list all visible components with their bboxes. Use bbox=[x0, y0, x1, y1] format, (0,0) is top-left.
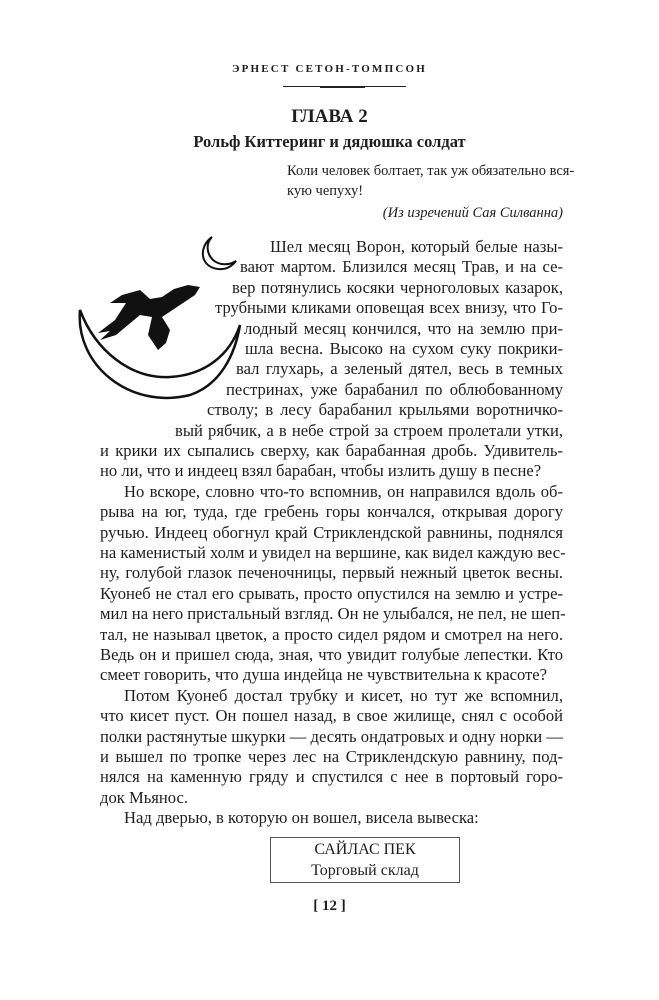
paragraph-line: и вышел по тропке через лес на Стриклендскую равнину, под- bbox=[100, 747, 563, 766]
sign-subtitle: Торговый склад bbox=[311, 862, 419, 879]
epigraph-source: (Из изречений Сая Силванна) bbox=[382, 205, 563, 221]
paragraph-line: вый рябчик, а в небе строй за строем пролетали утки, bbox=[175, 421, 563, 440]
paragraph-line: вал глухарь, а зеленый дятел, весь в темных bbox=[236, 359, 563, 378]
paragraph-line: смеет говорить, что душа индейца не чувствительна к красоте? bbox=[100, 665, 548, 684]
paragraph-line: Но вскоре, словно что-то вспомнив, он направился вдоль об- bbox=[124, 482, 563, 501]
running-head: ЭРНЕСТ СЕТОН-ТОМПСОН bbox=[231, 63, 428, 75]
paragraph-line: и крики их сыпались сверху, как барабанная дробь. Удивитель- bbox=[100, 441, 563, 460]
header-rule-accent bbox=[320, 86, 365, 88]
paragraph-line: Потом Куонеб достал трубку и кисет, но тут же вспомнил, bbox=[124, 686, 563, 705]
paragraph-line: вают мартом. Близился месяц Трав, и на се- bbox=[240, 257, 563, 276]
chapter-number: ГЛАВА 2 bbox=[291, 106, 368, 127]
paragraph-line: ну, голубой глазок печеночницы, первый нежный цветок весны. bbox=[100, 563, 563, 582]
epigraph-line: Коли человек болтает, так уж обязательно вся- bbox=[287, 163, 575, 179]
paragraph-line: пестринах, уже барабанил по облюбованному bbox=[226, 380, 563, 399]
paragraph-line: стволу; в лесу барабанил крыльями воротничко- bbox=[207, 400, 563, 419]
paragraph-line: ручью. Индеец обогнул край Стриклендской равнины, поднялся bbox=[100, 523, 563, 542]
sign-name: САЙЛАС ПЕК bbox=[314, 841, 416, 858]
paragraph-line: лодный месяц кончился, что на землю при- bbox=[244, 319, 563, 338]
paragraph-line: Шел месяц Ворон, который белые назы- bbox=[270, 237, 563, 256]
paragraph-line: трубными кликами оповещая всех внизу, что Го- bbox=[215, 298, 563, 317]
epigraph-line: кую чепуху! bbox=[287, 183, 364, 199]
paragraph-line: шла весна. Высоко на сухом суку покрики- bbox=[245, 339, 563, 358]
paragraph-line: на каменистый холм и увидел на вершине, как видел каждую вес- bbox=[100, 543, 566, 562]
paragraph-line: нялся на каменную гряду и спустился с нее в портовый горо- bbox=[100, 767, 563, 786]
page-number: [ 12 ] bbox=[313, 898, 346, 914]
paragraph-line: док Мьянос. bbox=[100, 788, 189, 807]
paragraph-line: Ведь он и пришел сюда, зная, что увидит голубые лепестки. Кто bbox=[100, 645, 563, 664]
chapter-title: Рольф Киттеринг и дядюшка солдат bbox=[193, 132, 466, 151]
paragraph-line: что кисет пуст. Он пошел назад, в свое жилище, снял с особой bbox=[100, 706, 563, 725]
paragraph-line: рыва на юг, туда, где гребень горы кончался, открывая дорогу bbox=[100, 502, 563, 521]
paragraph-line: но ли, что и индеец взял барабан, чтобы излить душу в песне? bbox=[100, 461, 542, 480]
store-sign bbox=[270, 837, 460, 883]
paragraph-line: Куонеб не стал его срывать, просто опустился на землю и устре- bbox=[100, 584, 563, 603]
small-moon-icon bbox=[203, 237, 236, 269]
paragraph-line: тал, не называл цветок, а просто сидел рядом и смотрел на него. bbox=[100, 625, 563, 644]
paragraph-line: вер потянулись косяки черноголовых казарок, bbox=[232, 278, 563, 297]
paragraph-line: мил на него пристальный взгляд. Он не улыбался, не пел, не шеп- bbox=[100, 604, 566, 623]
paragraph-line: Над дверью, в которую он вошел, висела вывеска: bbox=[124, 808, 479, 827]
raven-icon bbox=[98, 285, 200, 350]
paragraph-line: полки растянутые шкурки — десять ондатровых и одну норки — bbox=[100, 727, 563, 746]
